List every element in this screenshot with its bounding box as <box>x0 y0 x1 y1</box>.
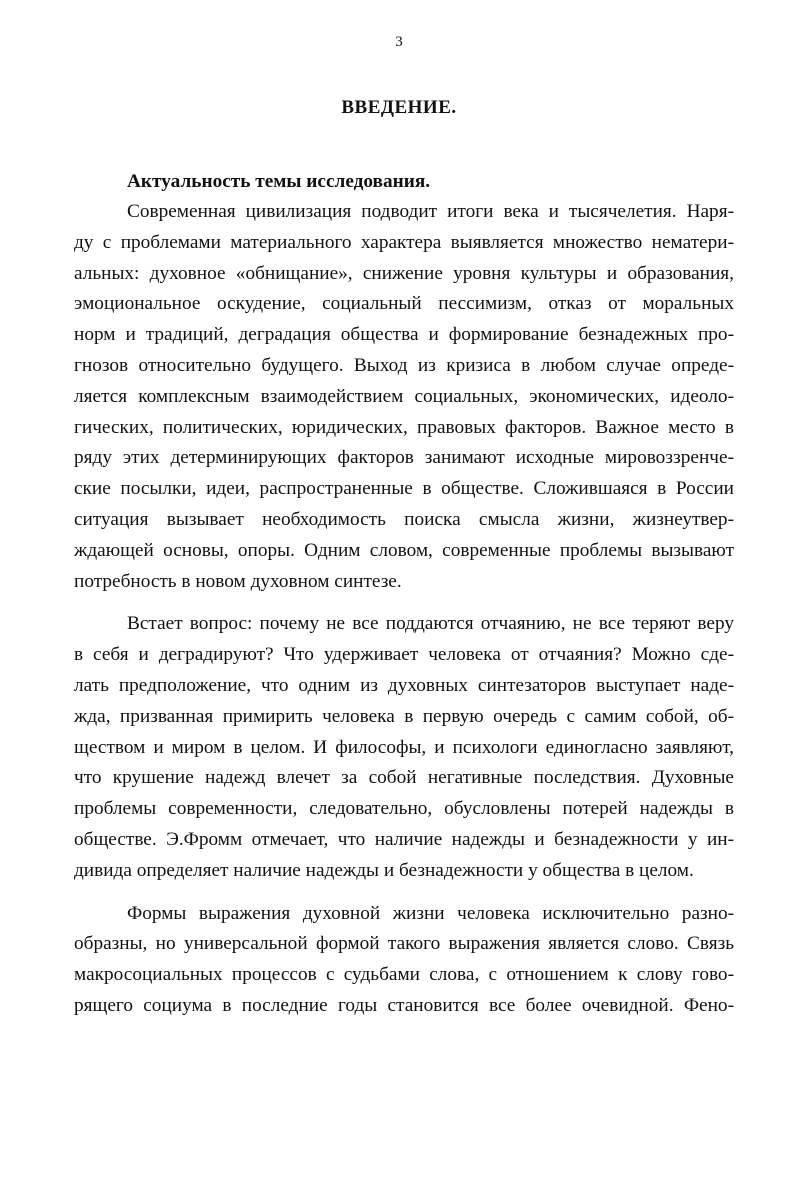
text-line: обществе. Э.Фромм отмечает, что наличие надежды и безнадежности у ин- <box>74 828 734 850</box>
section-heading: Актуальность темы исследования. <box>127 171 431 192</box>
page-title: ВВЕДЕНИЕ. <box>341 97 457 118</box>
text-line: эмоциональное оскудение, социальный пессимизм, отказ от моральных <box>74 293 734 315</box>
text-line: Формы выражения духовной жизни человека исключительно разно- <box>127 902 734 924</box>
text-line: макросоциальных процессов с судьбами слова, с отношением к слову гово- <box>74 964 734 986</box>
text-line: ряду этих детерминирующих факторов занимают исходные мировоззренче- <box>74 447 734 469</box>
text-line: в себя и деградируют? Что удерживает человека от отчаяния? Можно сде- <box>74 644 734 666</box>
text-line: гических, политических, юридических, правовых факторов. Важное место в <box>74 416 734 438</box>
text-line: гнозов относительно будущего. Выход из кризиса в любом случае опреде- <box>74 354 734 376</box>
text-line: ществом и миром в целом. И философы, и психологи единогласно заявляют, <box>74 736 734 758</box>
text-line: ские посылки, идеи, распространенные в обществе. Сложившаяся в России <box>74 478 734 500</box>
text-line: альных: духовное «обнищание», снижение уровня культуры и образования, <box>74 262 734 284</box>
text-line: проблемы современности, следовательно, обусловлены потерей надежды в <box>74 798 734 820</box>
text-line: лать предположение, что одним из духовных синтезаторов выступает наде- <box>74 674 734 696</box>
text-line: жда, призванная примирить человека в первую очередь с самим собой, об- <box>74 705 734 727</box>
paragraph-2 <box>74 609 734 886</box>
text-line: Современная цивилизация подводит итоги века и тысячелетия. Наря- <box>127 201 734 222</box>
page-number: 3 <box>395 34 403 50</box>
document-body <box>74 167 734 1022</box>
paragraph-1 <box>74 197 734 597</box>
text-line: ситуация вызывает необходимость поиска смысла жизни, жизнеутвер- <box>74 508 734 530</box>
paragraph-3 <box>74 899 734 1022</box>
text-line: что крушение надежд влечет за собой негативные последствия. Духовные <box>74 767 734 789</box>
text-line: образны, но универсальной формой такого выражения является слово. Связь <box>74 933 734 955</box>
text-line: ляется комплексным взаимодействием социальных, экономических, идеоло- <box>74 385 734 407</box>
text-line: норм и традиций, деградация общества и формирование безнадежных про- <box>74 324 734 346</box>
text-line: Встает вопрос: почему не все поддаются отчаянию, не все теряют веру <box>127 613 734 635</box>
text-line: ждающей основы, опоры. Одним словом, современные проблемы вызывают <box>74 539 734 561</box>
text-line: дивида определяет наличие надежды и безнадежности у общества в целом. <box>74 859 694 881</box>
text-line: потребность в новом духовном синтезе. <box>74 570 402 592</box>
text-line: рящего социума в последние годы становится все более очевидной. Фено- <box>74 994 734 1016</box>
text-line: ду с проблемами материального характера выявляется множество нематери- <box>74 231 734 253</box>
